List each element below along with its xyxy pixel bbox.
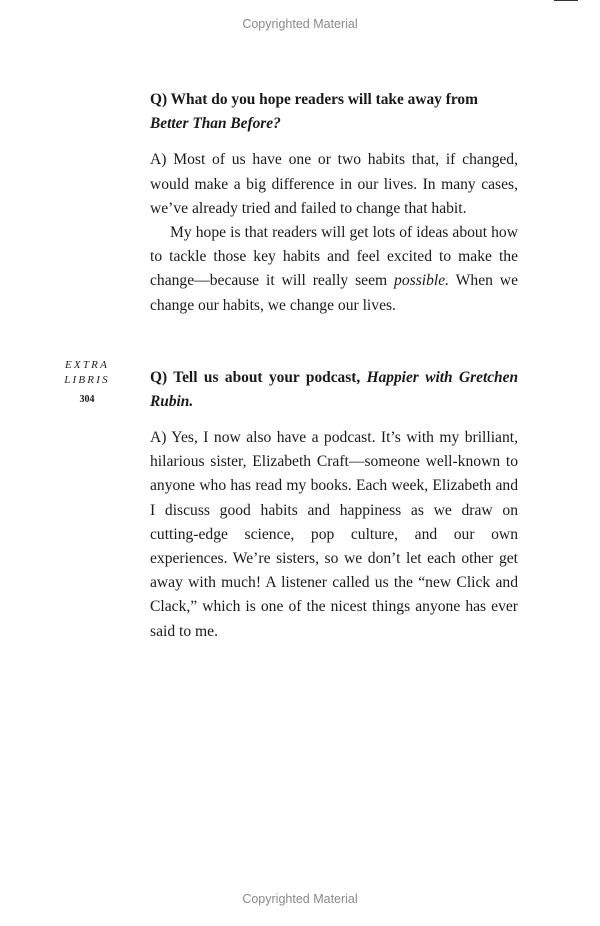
answer-1-p2-emphasis: possible.	[394, 272, 450, 290]
question-2	[150, 366, 518, 414]
watermark-bottom: Copyrighted Material	[242, 892, 358, 906]
margin-note	[62, 358, 112, 405]
answer-2-paragraph-1: A) Yes, I now also have a podcast. It’s with my brilliant, hilarious sister, Elizabeth Craft—someone well-known to anyone who has read my books. Each week, Elizabeth and I discuss good habits and happiness as we draw on cutting-edge science, pop culture, and our own experiences. We’re sisters, so we don’t let each other get away with much! A listener called us the “new Click and Clack,” which is one of the nicest things anyone has ever said to me.	[150, 429, 518, 640]
question-1-text: Q) What do you hope readers will take away from	[150, 91, 478, 108]
margin-label-extra: EXTRA	[65, 359, 109, 371]
answer-1-p2-end: When we change our habits, we change our lives.	[150, 272, 518, 314]
page-content	[150, 88, 519, 640]
page-number: 304	[79, 394, 95, 405]
question-2-podcast-title: Happier with Gretchen Rubin.	[150, 369, 519, 411]
question-1	[150, 88, 518, 136]
answer-1-p2-start: My hope is that readers will get lots of ideas about how to tackle those key habits and feel excited to make the change—because it will really seem	[150, 224, 518, 290]
question-2-text: Q) Tell us about your podcast,	[150, 369, 367, 386]
answer-1-paragraph-1: A) Most of us have one or two habits that, if changed, would make a big difference in our lives. In many cases, we’ve already tried and failed to change that habit.	[150, 151, 518, 217]
question-1-book-title: Better Than Before?	[150, 115, 281, 133]
watermark-top: Copyrighted Material	[242, 17, 358, 31]
corner-rule	[554, 0, 578, 1]
margin-label-libris: LIBRIS	[64, 374, 110, 386]
answer-1-paragraph-2	[150, 221, 518, 318]
